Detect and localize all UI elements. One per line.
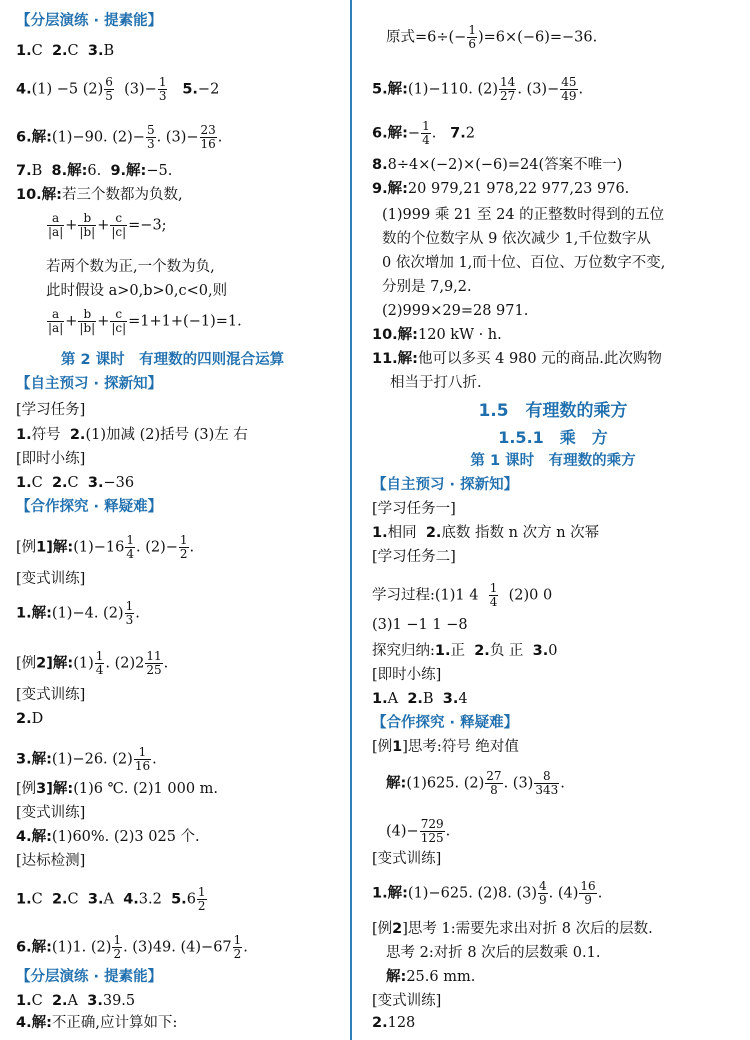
text-line: 此时假设 a>0,b>0,c<0,则 bbox=[46, 283, 228, 299]
fraction: $\frac{23}{16}$ bbox=[200, 123, 216, 151]
text-line: (2)999×29=28 971. bbox=[382, 303, 529, 319]
fraction: $\frac{8}{343}$ bbox=[535, 769, 559, 797]
fraction: $\frac{11}{25}$ bbox=[146, 649, 162, 677]
fraction: $\frac{1}{4}$ bbox=[489, 581, 498, 609]
fraction: $\frac{729}{125}$ bbox=[420, 817, 444, 845]
text-line: 思考 2:对折 8 次后的层数乘 0.1. bbox=[386, 945, 601, 961]
answer-line: 5.解:(1)−110. (2) $\frac{14}{27}$ . (3)− $\frac{45}{49}$ . bbox=[372, 75, 584, 103]
lesson-title: 第 1 课时 有理数的乘方 bbox=[470, 453, 636, 469]
fraction: $\frac{1}{2}$ bbox=[179, 533, 188, 561]
fraction: $\frac{14}{27}$ bbox=[500, 75, 516, 103]
example-line: [例1]解:(1)−16 $\frac{1}{4}$ . (2)− $\frac{1}{2}$ . bbox=[16, 533, 195, 561]
answer-line: 学习过程:(1)1 4 $\frac{1}{4}$ (2)0 0 bbox=[372, 581, 553, 609]
subheading: [即时小练] bbox=[16, 451, 86, 467]
answer-line: 6.解:− $\frac{1}{4}$ . 7.2 bbox=[372, 119, 475, 147]
answer-line: 解:(1)625. (2) $\frac{27}{8}$ . (3) $\frac{8}{343}$ . bbox=[386, 769, 565, 797]
answer-line: 10.解:若三个数都为负数, bbox=[16, 187, 183, 203]
fraction: $\frac{16}{9}$ bbox=[580, 879, 596, 907]
answer-line: 11.解:他可以多买 4 980 元的商品.此次购物 bbox=[372, 351, 662, 367]
section-title: 1.5 有理数的乘方 bbox=[478, 401, 628, 421]
subheading: [达标检测] bbox=[16, 853, 86, 869]
fraction: $\frac{c}{|c|}$ bbox=[111, 307, 127, 335]
section-heading: 【合作探究 · 释疑难】 bbox=[372, 715, 519, 731]
answer-line: 1.C 2.A 3.39.5 bbox=[16, 993, 136, 1009]
answer-line: 10.解:120 kW · h. bbox=[372, 327, 502, 343]
subheading: [即时小练] bbox=[372, 667, 442, 683]
text-line: 分别是 7,9,2. bbox=[382, 279, 472, 295]
section-heading: 【分层演练 · 提素能】 bbox=[16, 969, 163, 985]
answer-line: 1.符号 2.(1)加减 (2)括号 (3)左 右 bbox=[16, 427, 248, 443]
answer-line: 1.解:(1)−625. (2)8. (3) $\frac{4}{9}$ . (4) $\frac{16}{9}$ . bbox=[372, 879, 603, 907]
lesson-title: 第 2 课时 有理数的四则混合运算 bbox=[60, 352, 285, 368]
example-line: [例3]解:(1)6 ℃. (2)1 000 m. bbox=[16, 781, 219, 797]
answer-line: 3.解:(1)−26. (2) $\frac{1}{16}$ . bbox=[16, 745, 157, 773]
answer-line: 1.C 2.C 3.A 4.3.2 5.6 $\frac{1}{2}$ bbox=[16, 885, 206, 913]
answer-line: 4.解:(1)60%. (2)3 025 个. bbox=[16, 829, 200, 845]
subheading: [变式训练] bbox=[16, 571, 86, 587]
subheading: [变式训练] bbox=[372, 993, 442, 1009]
example-line: [例1]思考:符号 绝对值 bbox=[372, 739, 519, 755]
subsection-title: 1.5.1 乘 方 bbox=[498, 428, 608, 447]
section-heading: 【自主预习 · 探新知】 bbox=[372, 477, 519, 493]
text-line: 0 依次增加 1,而十位、百位、万位数字不变, bbox=[382, 255, 666, 271]
fraction: $\frac{1}{6}$ bbox=[468, 23, 476, 51]
answer-line: 1.C 2.C 3.B bbox=[16, 43, 115, 59]
text-line: (1)999 乘 21 至 24 的正整数时得到的五位 bbox=[382, 207, 665, 223]
answer-line: 4.(1) −5 (2) $\frac{6}{5}$ (3)− $\frac{1}{3}$ 5.−2 bbox=[16, 75, 220, 103]
subheading: [变式训练] bbox=[16, 805, 86, 821]
fraction: $\frac{c}{|c|}$ bbox=[111, 211, 127, 239]
subheading: [学习任务] bbox=[16, 402, 86, 418]
fraction: $\frac{1}{2}$ bbox=[113, 933, 122, 961]
equation-line: $\frac{a}{|a|}$ + $\frac{b}{|b|}$ + $\frac{c}{|c|}$ =−3; bbox=[48, 211, 167, 239]
answer-line: 解:25.6 mm. bbox=[386, 969, 476, 985]
answer-line: 4.解:不正确,应计算如下: bbox=[16, 1015, 178, 1031]
text-line: 相当于打八折. bbox=[390, 375, 482, 391]
example-line: [例2]思考 1:需要先求出对折 8 次后的层数. bbox=[372, 921, 653, 937]
equation-line: $\frac{a}{|a|}$ + $\frac{b}{|b|}$ + $\frac{c}{|c|}$ =1+1+(−1)=1. bbox=[48, 307, 242, 335]
example-line: [例2]解:(1) $\frac{1}{4}$ . (2)2 $\frac{11}{25}$ . bbox=[16, 649, 169, 677]
section-heading: 【自主预习 · 探新知】 bbox=[16, 376, 163, 392]
fraction: $\frac{1}{2}$ bbox=[197, 885, 206, 913]
text-line: 若两个数为正,一个数为负, bbox=[46, 259, 215, 275]
fraction: $\frac{1}{4}$ bbox=[95, 649, 104, 677]
answer-line: 2.D bbox=[16, 711, 44, 727]
answer-line: (4)− $\frac{729}{125}$ . bbox=[386, 817, 451, 845]
answer-line: 2.128 bbox=[372, 1015, 416, 1031]
fraction: $\frac{5}{3}$ bbox=[146, 123, 155, 151]
fraction: $\frac{a}{|a|}$ bbox=[48, 307, 64, 335]
fraction: $\frac{1}{2}$ bbox=[233, 933, 242, 961]
answer-line: 探究归纳:1.正 2.负 正 3.0 bbox=[372, 643, 558, 659]
answer-line: 6.解:(1)−90. (2)− $\frac{5}{3}$ . (3)− $\frac{23}{16}$ . bbox=[16, 123, 223, 151]
answer-line: 1.A 2.B 3.4 bbox=[372, 691, 468, 707]
fraction: $\frac{1}{16}$ bbox=[134, 745, 151, 773]
fraction: $\frac{1}{4}$ bbox=[126, 533, 134, 561]
fraction: $\frac{1}{4}$ bbox=[422, 119, 430, 147]
subheading: [变式训练] bbox=[372, 851, 442, 867]
answer-line: 1.C 2.C 3.−36 bbox=[16, 475, 135, 491]
fraction: $\frac{b}{|b|}$ bbox=[79, 211, 96, 239]
answer-line: 8.8÷4×(−2)×(−6)=24(答案不唯一) bbox=[372, 157, 623, 173]
fraction: $\frac{45}{49}$ bbox=[561, 75, 577, 103]
fraction: $\frac{1}{3}$ bbox=[125, 599, 134, 627]
answer-line: 7.B 8.解:6. 9.解:−5. bbox=[16, 163, 173, 179]
subheading: [学习任务二] bbox=[372, 549, 456, 565]
text-line: (3)1 −1 1 −8 bbox=[372, 617, 468, 633]
fraction: $\frac{6}{5}$ bbox=[105, 75, 113, 103]
subheading: [学习任务一] bbox=[372, 501, 456, 517]
fraction: $\frac{4}{9}$ bbox=[539, 879, 547, 907]
section-heading: 【合作探究 · 释疑难】 bbox=[16, 499, 163, 515]
answer-line: 9.解:20 979,21 978,22 977,23 976. bbox=[372, 181, 630, 197]
section-heading: 【分层演练 · 提素能】 bbox=[16, 13, 163, 29]
column-divider bbox=[350, 0, 352, 1040]
fraction: $\frac{27}{8}$ bbox=[486, 769, 502, 797]
text-line: 数的个位数字从 9 依次减少 1,千位数字从 bbox=[382, 231, 651, 247]
fraction: $\frac{1}{3}$ bbox=[158, 75, 167, 103]
equation-line: 原式=6÷(− $\frac{1}{6}$ )=6×(−6)=−36. bbox=[386, 23, 598, 51]
subheading: [变式训练] bbox=[16, 687, 86, 703]
answer-line: 1.相同 2.底数 指数 n 次方 n 次幂 bbox=[372, 525, 600, 541]
answer-line: 1.解:(1)−4. (2) $\frac{1}{3}$ . bbox=[16, 599, 140, 627]
answer-line: 6.解:(1)1. (2) $\frac{1}{2}$ . (3)49. (4)−67 $\frac{1}{2}$ . bbox=[16, 933, 248, 961]
fraction: $\frac{b}{|b|}$ bbox=[79, 307, 96, 335]
fraction: $\frac{a}{|a|}$ bbox=[48, 211, 64, 239]
